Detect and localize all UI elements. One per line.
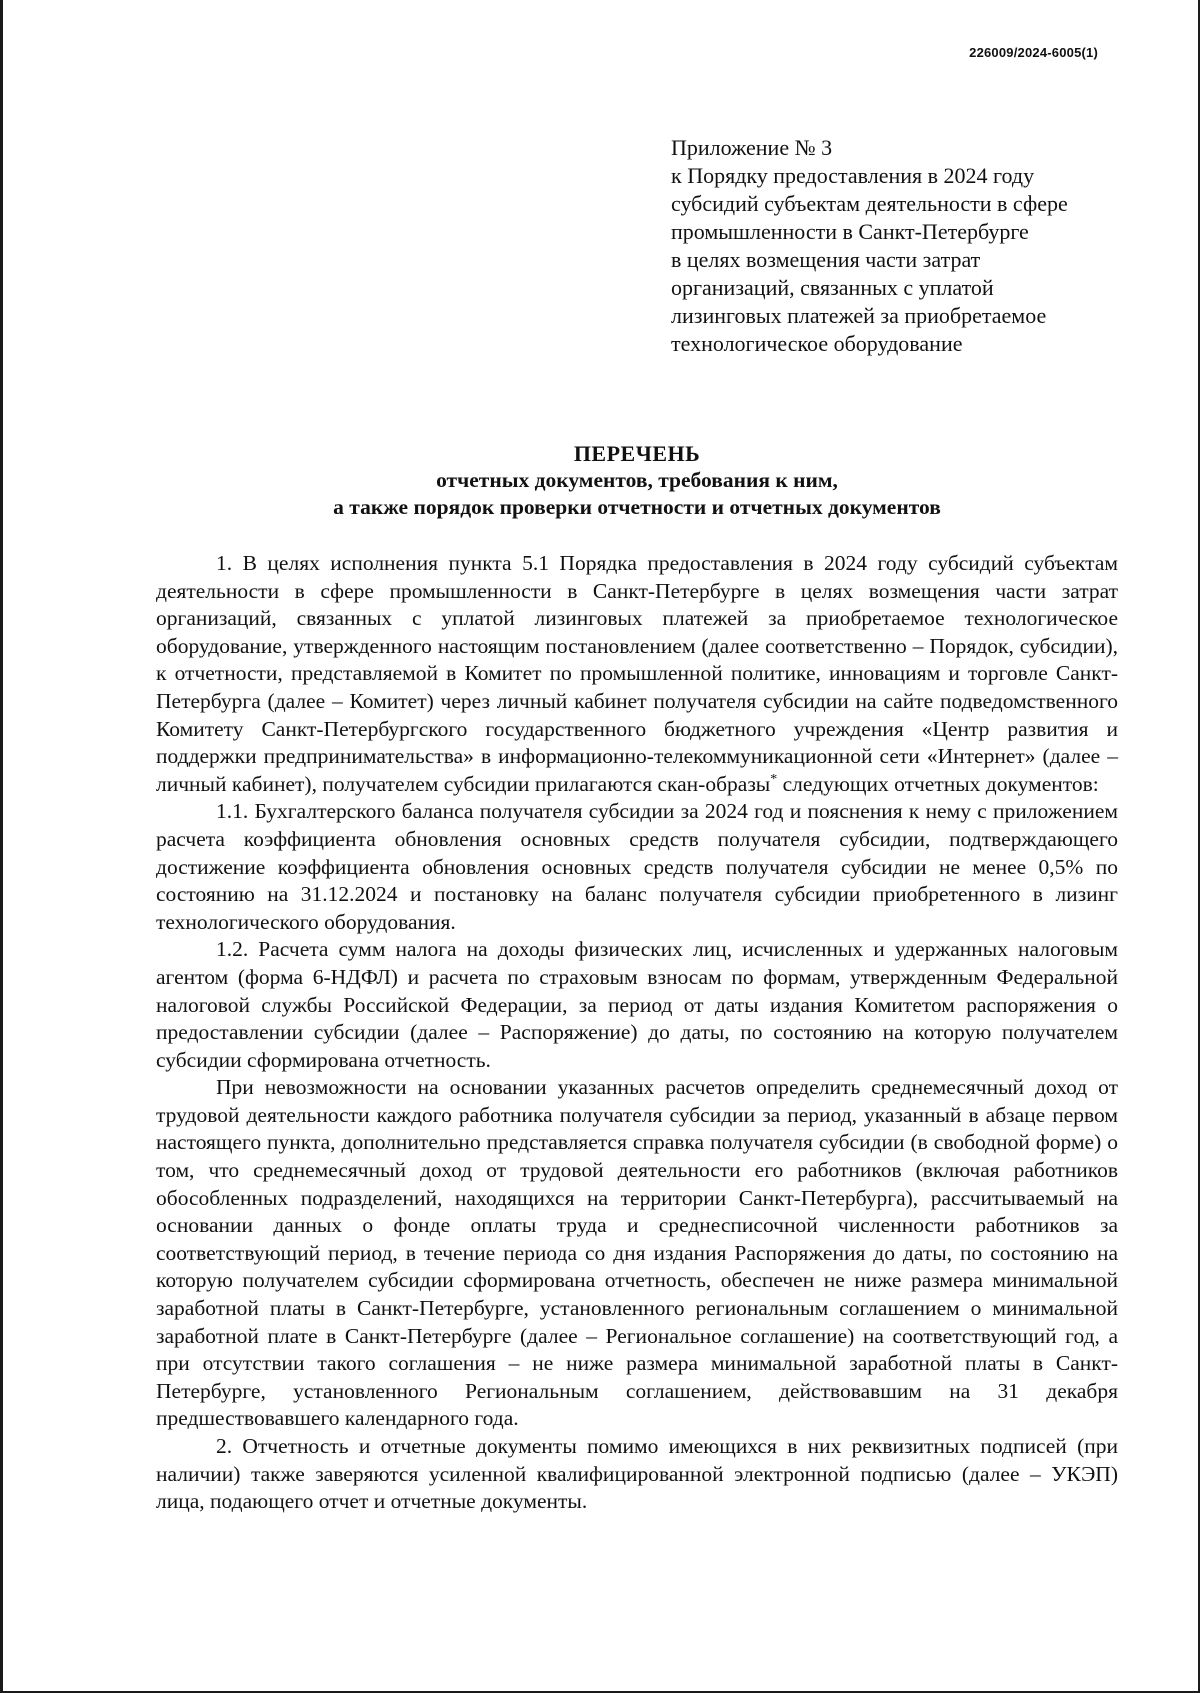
paragraph-2: 2. Отчетность и отчетные документы помимо имеющихся в них реквизитных подписей (при наличии) также заверяются усиленной квалифицированной электронной подписью (далее – УКЭП) лица, подающего отчет и отчетные документы. (156, 1434, 1118, 1514)
paragraph-1-1: 1.1. Бухгалтерского баланса получателя субсидии за 2024 год и пояснения к нему с приложением расчета коэффициента обновления основных средств получателя субсидии, подтверждающего достижение коэффициента обновления основных средств получателя субсидии не менее 0,5% по состоянию на 31.12.2024 и постановку на баланс получателя субсидии приобретенного в лизинг технологического оборудования. (156, 799, 1118, 934)
appendix-line: субсидий субъектам деятельности в сфере (671, 191, 1068, 216)
document-body (156, 550, 1118, 1516)
appendix-block (671, 134, 1141, 358)
heading-subtitle-line2: а также порядок проверки отчетности и отчетных документов (333, 495, 941, 519)
appendix-line: в целях возмещения части затрат (671, 247, 981, 272)
paragraph-1-tail: следующих отчетных документов: (777, 771, 1099, 796)
paragraph-1-2-continued: При невозможности на основании указанных расчетов определить среднемесячный доход от трудовой деятельности каждого работника получателя субсидии за период, указанный в абзаце первом настоящего пункта, дополнительно представляется справка получателя субсидии (в свободной форме) о том, что среднемесячный доход от трудовой деятельности его работников (включая работников обособленных подразделений, находящихся на территории Санкт-Петербурга), рассчитываемый на основании данных о фонде оплаты труда и среднесписочной численности работников за соответствующий период, в течение периода со дня издания Распоряжения до даты, по состоянию на которую получателем субсидии сформирована отчетность, обеспечен не ниже размера минимальной заработной платы в Санкт-Петербурге, установленного региональным соглашением о минимальной заработной плате в Санкт-Петербурге (далее – Региональное соглашение) на соответствующий год, а при отсутствии такого соглашения – не ниже размера минимальной заработной платы в Санкт-Петербурге, установленного Региональным соглашением, действовавшим на 31 декабря предшествовавшего календарного года. (156, 1075, 1118, 1431)
appendix-line: к Порядку предоставления в 2024 году (671, 163, 1035, 188)
appendix-line: организаций, связанных с уплатой (671, 275, 994, 300)
heading-title: ПЕРЕЧЕНЬ (573, 441, 701, 466)
scan-edge-left (0, 0, 3, 1693)
paragraph-1-text: 1. В целях исполнения пункта 5.1 Порядка предоставления в 2024 году субсидий субъектам деятельности в сфере промышленности в Санкт-Петербурге в целях возмещения части затрат организаций, связанных с уплатой лизинговых платежей за приобретаемое технологическое оборудование, утвержденного настоящим постановлением (далее соответственно – Порядок, субсидии), к отчетности, представляемой в Комитет по промышленной политике, инновациям и торговле Санкт-Петербурга (далее – Комитет) через личный кабинет получателя субсидии на сайте подведомственного Комитету Санкт-Петербургского государственного бюджетного учреждения «Центр развития и поддержки предпринимательства» в информационно-телекоммуникационной сети «Интернет» (далее – личный кабинет), получателем субсидии прилагаются скан-образы (156, 551, 1118, 796)
paragraph-1-2: 1.2. Расчета сумм налога на доходы физических лиц, исчисленных и удержанных налоговым агентом (форма 6-НДФЛ) и расчета по страховым взносам по формам, утвержденным Федеральной налоговой службы Российской Федерации, за период от даты издания Комитетом распоряжения о предоставлении субсидии (далее – Распоряжение) до даты, по состоянию на которую получателем субсидии сформирована отчетность. (156, 937, 1118, 1072)
document-number: 226009/2024-6005(1) (969, 45, 1098, 60)
appendix-line: промышленности в Санкт-Петербурге (671, 219, 1029, 244)
appendix-line: лизинговых платежей за приобретаемое (671, 303, 1047, 328)
heading-subtitle-line1: отчетных документов, требования к ним, (436, 468, 838, 492)
paragraph-1 (156, 550, 1118, 798)
footnote-mark: * (770, 771, 778, 787)
document-heading (156, 440, 1118, 521)
appendix-line: Приложение № 3 (671, 135, 833, 160)
appendix-line: технологическое оборудование (671, 331, 963, 356)
